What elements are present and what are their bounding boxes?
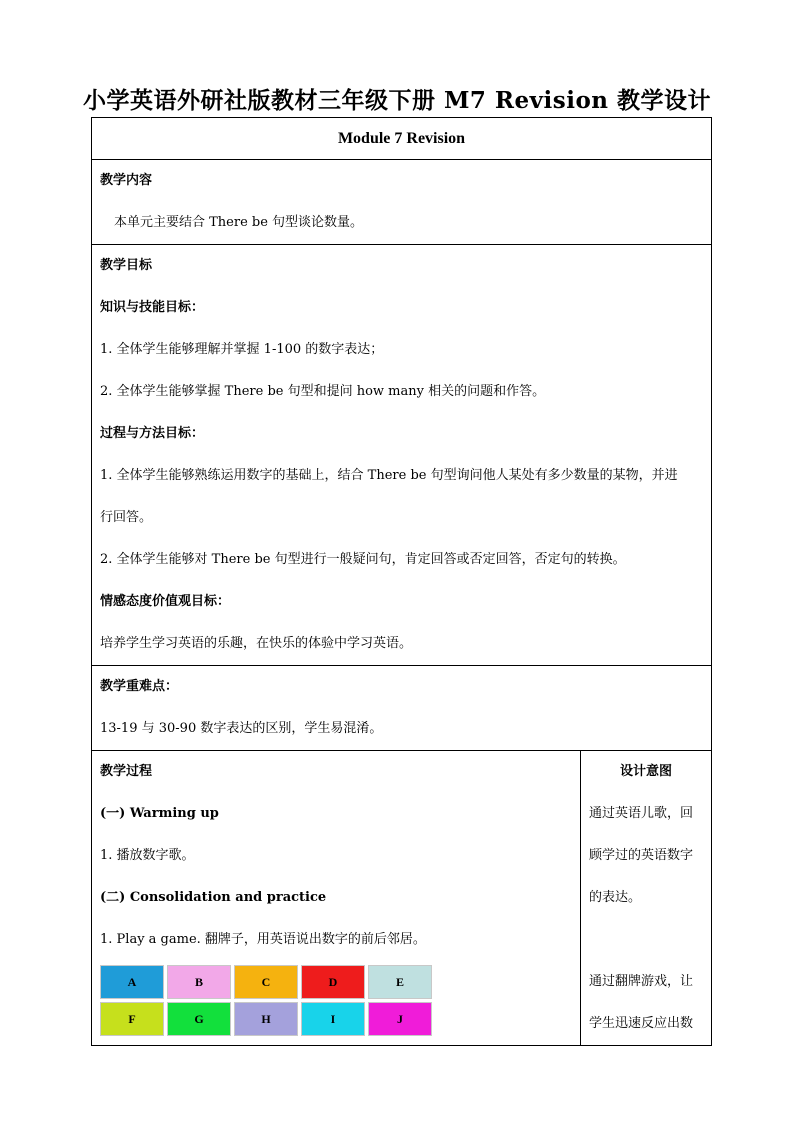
- intent-line: 通过翻牌游戏，让: [589, 974, 694, 989]
- flip-card-i: I: [301, 1002, 365, 1036]
- document-title: 小学英语外研社版教材三年级下册 M7 Revision 教学设计: [82, 87, 712, 114]
- flip-card-f: F: [100, 1002, 164, 1036]
- flip-card-c: C: [234, 965, 298, 999]
- knowledge-heading: 知识与技能目标：: [100, 300, 205, 315]
- emotion-text: 培养学生学习英语的乐趣，在快乐的体验中学习英语。: [100, 636, 413, 651]
- content-cell: [92, 160, 712, 245]
- module-row: [92, 118, 712, 160]
- warmup-item-1: 1. 播放数字歌。: [100, 848, 195, 863]
- game-item: 1. Play a game. 翻牌子，用英语说出数字的前后邻居。: [100, 932, 426, 947]
- objectives-row: [92, 245, 712, 666]
- difficulty-cell: [92, 666, 712, 751]
- process-item-2: 2. 全体学生能够对 There be 句型进行一般疑问句，肯定回答或否定回答，否定句的转换。: [100, 552, 626, 567]
- intent-line: 的表达。: [589, 890, 642, 905]
- flip-card-j: J: [368, 1002, 432, 1036]
- intent-line: 顾学过的英语数字: [589, 848, 694, 863]
- intent-cell: [581, 751, 712, 1046]
- cards-row: [100, 1002, 572, 1036]
- flip-card-e: E: [368, 965, 432, 999]
- difficulty-heading: 教学重难点：: [100, 679, 179, 694]
- warmup-heading: (一) Warming up: [100, 806, 219, 821]
- intent-spacer: [589, 919, 703, 961]
- module-title: Module 7 Revision: [92, 118, 712, 160]
- process-item-1b: 行回答。: [100, 510, 153, 525]
- difficulty-text: 13-19 与 30-90 数字表达的区别，学生易混淆。: [100, 721, 383, 736]
- flip-cards-grid: [100, 961, 572, 1036]
- process-cell: [92, 751, 581, 1046]
- process-heading: 过程与方法目标：: [100, 426, 205, 441]
- intent-line: 通过英语儿歌，回: [589, 806, 694, 821]
- content-text: 本单元主要结合 There be 句型谈论数量。: [114, 215, 364, 230]
- emotion-heading: 情感态度价值观目标：: [100, 594, 231, 609]
- flip-card-d: D: [301, 965, 365, 999]
- process-item-1a: 1. 全体学生能够熟练运用数字的基础上，结合 There be 句型询问他人某处有多少数量的某物，并进: [100, 468, 678, 483]
- difficulty-row: [92, 666, 712, 751]
- flip-card-b: B: [167, 965, 231, 999]
- intent-line: 学生迅速反应出数: [589, 1016, 694, 1031]
- content-heading: 教学内容: [100, 173, 153, 188]
- process-section-heading: 教学过程: [100, 764, 153, 779]
- flip-card-a: A: [100, 965, 164, 999]
- cards-row: [100, 965, 572, 999]
- knowledge-item-1: 1. 全体学生能够理解并掌握 1-100 的数字表达；: [100, 342, 384, 357]
- process-row: [92, 751, 712, 1046]
- objectives-heading: 教学目标: [100, 258, 153, 273]
- content-row: [92, 160, 712, 245]
- flip-card-h: H: [234, 1002, 298, 1036]
- objectives-cell: [92, 245, 712, 666]
- intent-heading: 设计意图: [619, 764, 672, 779]
- knowledge-item-2: 2. 全体学生能够掌握 There be 句型和提问 how many 相关的问题和作答。: [100, 384, 546, 399]
- flip-card-g: G: [167, 1002, 231, 1036]
- consolidation-heading: (二) Consolidation and practice: [100, 890, 327, 905]
- lesson-plan-table: [91, 117, 712, 1046]
